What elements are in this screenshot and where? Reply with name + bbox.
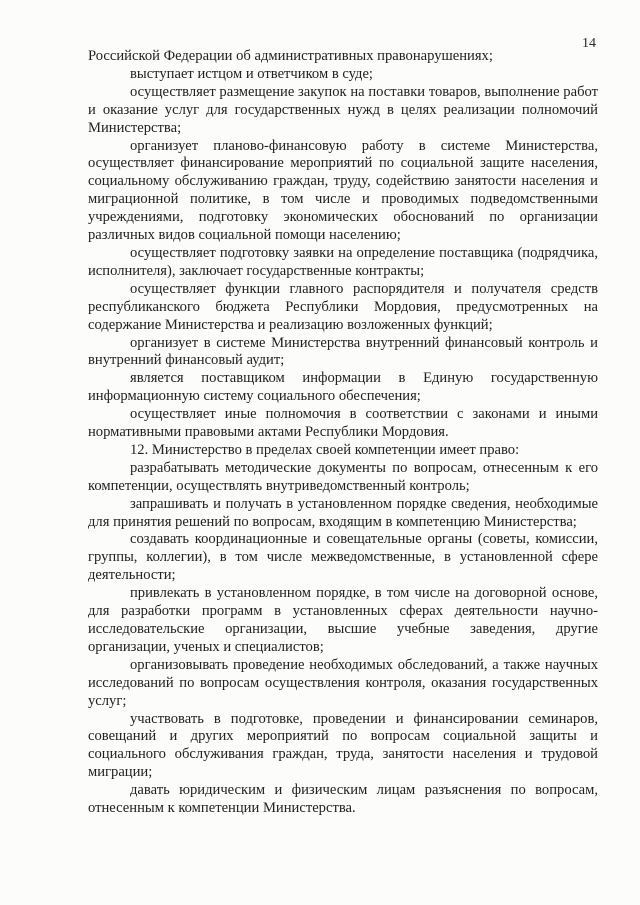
- paragraph: запрашивать и получать в установленном порядке сведения, необходимые для принятия решений по вопросам, входящим в компетенцию Министерства;: [88, 495, 598, 530]
- page-number: 14: [582, 36, 596, 51]
- paragraph: создавать координационные и совещательные органы (советы, комиссии, группы, коллегии), в том числе межведомственные, в установленной сфере деятельности;: [88, 531, 598, 584]
- paragraph: осуществляет размещение закупок на поставки товаров, выполнение работ и оказание услуг для государственных нужд в целях реализации полномочий Министерства;: [88, 83, 598, 136]
- paragraph: осуществляет функции главного распорядителя и получателя средств республиканского бюджета Республики Мордовия, предусмотренных на содержание Министерства и реализацию возложенных функций;: [88, 280, 598, 333]
- paragraph: организует планово-финансовую работу в системе Министерства, осуществляет финансирование мероприятий по социальной защите населения, социальному обслуживанию граждан, труду, содействию занятости населения и миграционной политике, в том числе и проводимых подведомственными учреждениями, подготовку экономических обоснований по организации различных видов социальной помощи населению;: [88, 137, 598, 244]
- paragraph: осуществляет подготовку заявки на определение поставщика (подрядчика, исполнителя), заключает государственные контракты;: [88, 244, 598, 279]
- paragraph: организовывать проведение необходимых обследований, а также научных исследований по вопросам осуществления контроля, оказания государственных услуг;: [88, 656, 598, 709]
- document-body: [88, 48, 598, 818]
- paragraph: участвовать в подготовке, проведении и финансировании семинаров, совещаний и других мероприятий по вопросам социальной защиты и социального обслуживания граждан, труда, занятости населения и трудовой миграции;: [88, 710, 598, 781]
- paragraph: разрабатывать методические документы по вопросам, отнесенным к его компетенции, осуществлять внутриведомственный контроль;: [88, 459, 598, 494]
- paragraph: осуществляет иные полномочия в соответствии с законами и иными нормативными правовыми актами Республики Мордовия.: [88, 406, 598, 441]
- paragraph: является поставщиком информации в Единую государственную информационную систему социального обеспечения;: [88, 370, 598, 405]
- paragraph: давать юридическим и физическим лицам разъяснения по вопросам, отнесенным к компетенции Министерства.: [88, 782, 598, 817]
- paragraph: организует в системе Министерства внутренний финансовый контроль и внутренний финансовый аудит;: [88, 334, 598, 369]
- paragraph: привлекать в установленном порядке, в том числе на договорной основе, для разработки программ в установленных сферах деятельности научно-исследовательские организации, высшие учебные заведения, другие организации, ученых и специалистов;: [88, 585, 598, 655]
- section-heading-paragraph: 12. Министерство в пределах своей компетенции имеет право:: [130, 441, 520, 458]
- paragraph: выступает истцом и ответчиком в суде;: [130, 65, 373, 82]
- paragraph: Российской Федерации об административных правонарушениях;: [88, 48, 493, 64]
